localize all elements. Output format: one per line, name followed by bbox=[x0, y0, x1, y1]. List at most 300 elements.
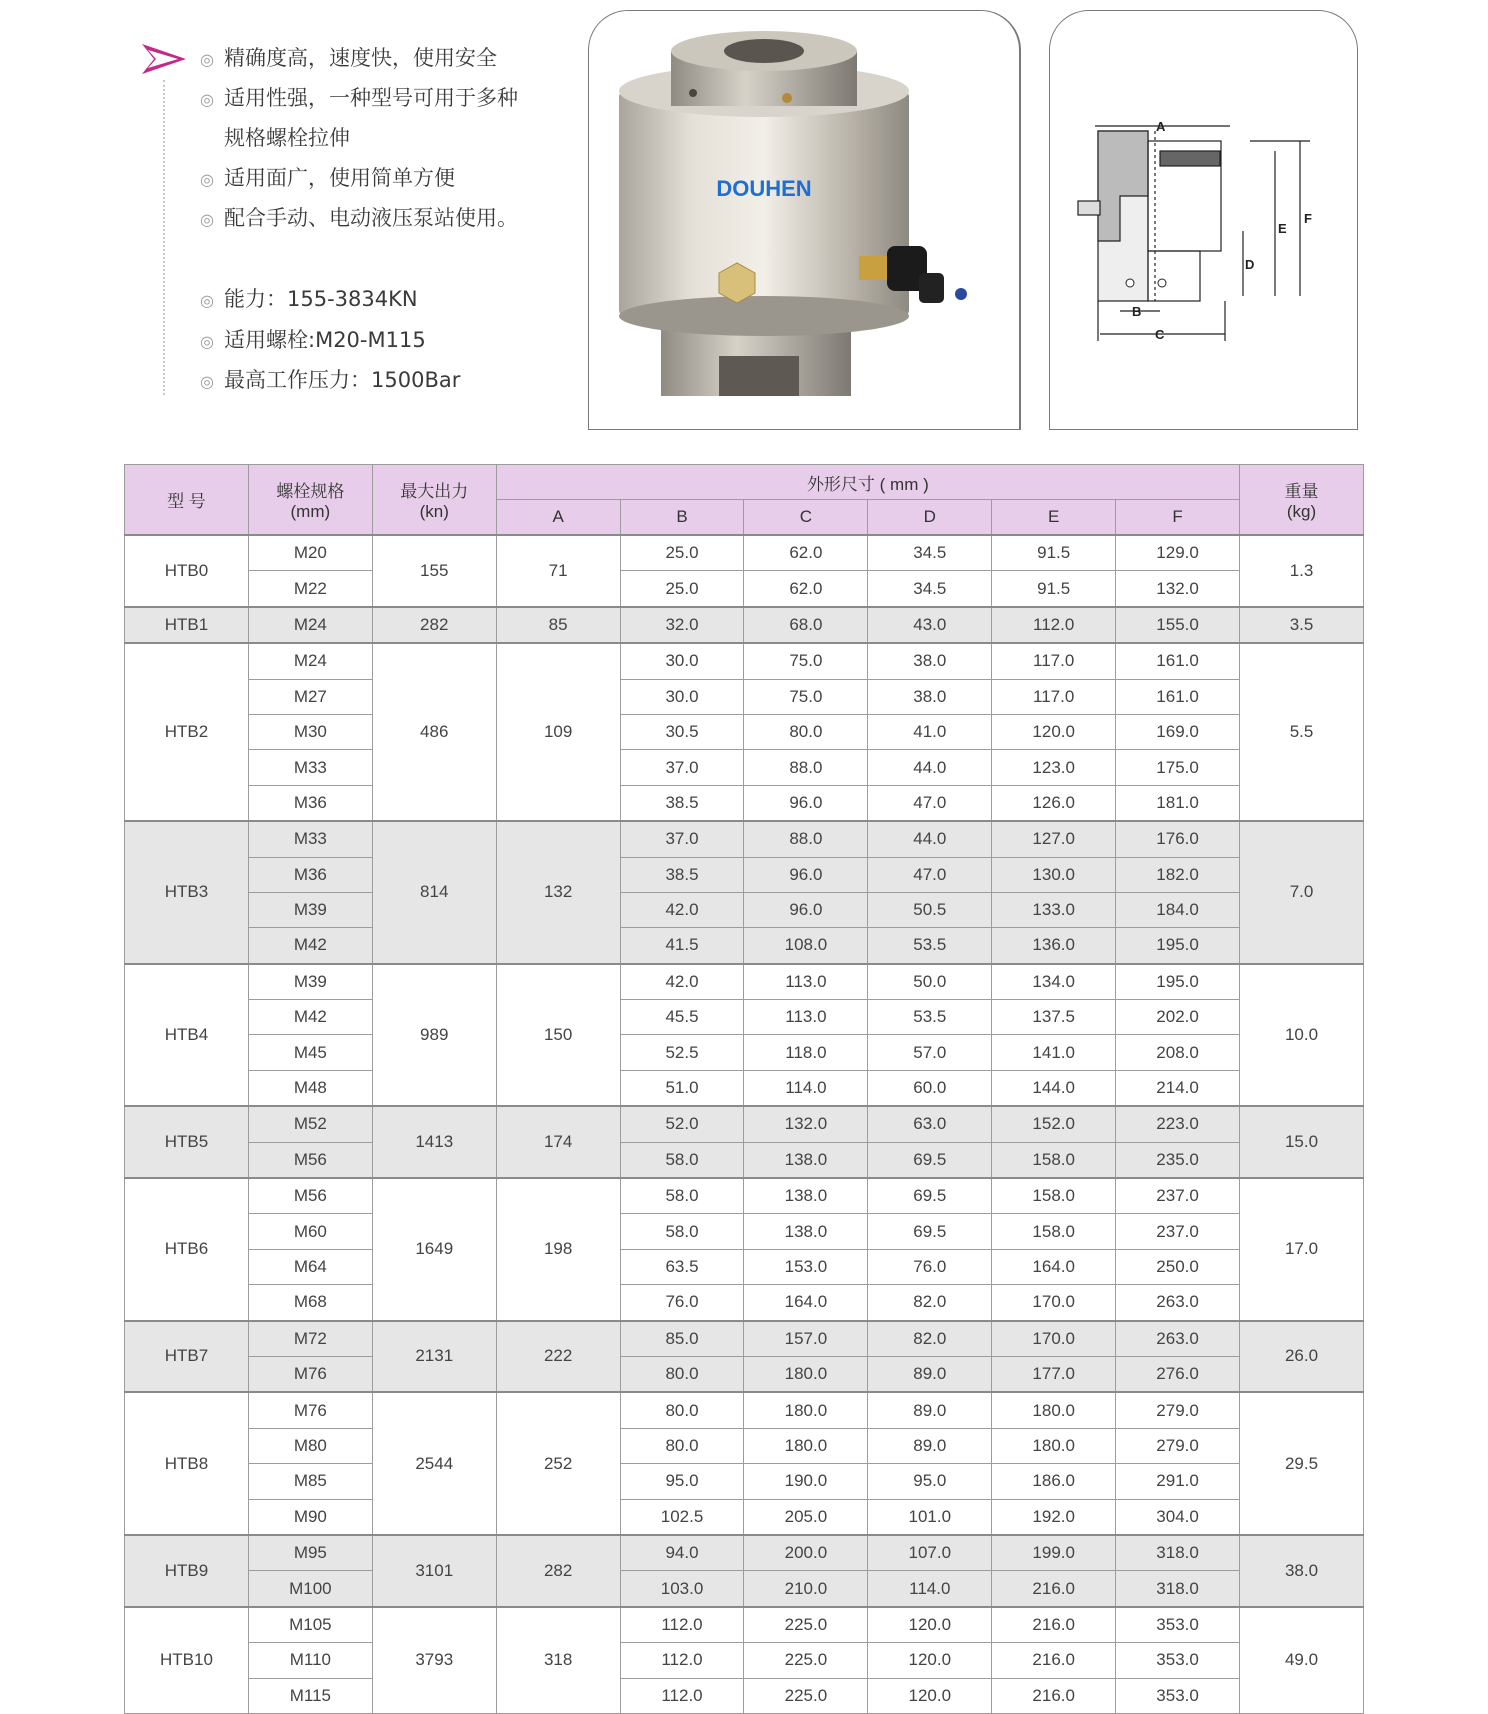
dim-cell: 250.0 bbox=[1116, 1249, 1240, 1284]
dim-cell: 181.0 bbox=[1116, 785, 1240, 821]
model-group bbox=[125, 535, 1364, 607]
bolt-size-cell: M115 bbox=[248, 1678, 372, 1713]
svg-text:D: D bbox=[1245, 257, 1255, 272]
dim-cell: 136.0 bbox=[992, 928, 1116, 964]
dim-cell: 34.5 bbox=[868, 571, 992, 607]
dim-cell: 47.0 bbox=[868, 785, 992, 821]
dim-a-cell: 150 bbox=[496, 964, 620, 1107]
model-cell: HTB4 bbox=[125, 964, 249, 1107]
dim-cell: 76.0 bbox=[620, 1285, 744, 1321]
model-group bbox=[125, 1178, 1364, 1321]
dim-cell: 177.0 bbox=[992, 1356, 1116, 1392]
dim-cell: 152.0 bbox=[992, 1106, 1116, 1142]
dim-cell: 279.0 bbox=[1116, 1392, 1240, 1428]
dim-cell: 180.0 bbox=[992, 1392, 1116, 1428]
bolt-size-cell: M33 bbox=[248, 750, 372, 785]
table-row bbox=[125, 1285, 1364, 1321]
dim-cell: 96.0 bbox=[744, 785, 868, 821]
dim-cell: 38.0 bbox=[868, 679, 992, 714]
dim-cell: 223.0 bbox=[1116, 1106, 1240, 1142]
dim-cell: 32.0 bbox=[620, 607, 744, 643]
weight-cell: 5.5 bbox=[1240, 643, 1364, 821]
dim-cell: 112.0 bbox=[992, 607, 1116, 643]
dim-cell: 75.0 bbox=[744, 679, 868, 714]
model-group bbox=[125, 821, 1364, 964]
table-row bbox=[125, 1607, 1364, 1643]
dim-cell: 107.0 bbox=[868, 1535, 992, 1571]
dim-cell: 132.0 bbox=[744, 1106, 868, 1142]
dim-cell: 153.0 bbox=[744, 1249, 868, 1284]
dim-cell: 89.0 bbox=[868, 1392, 992, 1428]
table-row bbox=[125, 1035, 1364, 1070]
bolt-size-cell: M72 bbox=[248, 1321, 372, 1357]
dim-cell: 117.0 bbox=[992, 643, 1116, 679]
dim-cell: 216.0 bbox=[992, 1643, 1116, 1678]
dim-cell: 353.0 bbox=[1116, 1678, 1240, 1713]
dim-cell: 180.0 bbox=[992, 1428, 1116, 1463]
header-dim-d: D bbox=[868, 500, 992, 536]
dim-cell: 45.5 bbox=[620, 1000, 744, 1035]
dim-cell: 112.0 bbox=[620, 1643, 744, 1678]
table-row bbox=[125, 964, 1364, 1000]
dim-a-cell: 71 bbox=[496, 535, 620, 607]
weight-cell: 15.0 bbox=[1240, 1106, 1364, 1178]
dim-cell: 180.0 bbox=[744, 1356, 868, 1392]
dim-cell: 225.0 bbox=[744, 1643, 868, 1678]
dim-cell: 120.0 bbox=[868, 1607, 992, 1643]
table-row bbox=[125, 1464, 1364, 1499]
dim-cell: 51.0 bbox=[620, 1070, 744, 1106]
dim-cell: 216.0 bbox=[992, 1678, 1116, 1713]
dim-cell: 176.0 bbox=[1116, 821, 1240, 857]
dim-cell: 43.0 bbox=[868, 607, 992, 643]
table-row bbox=[125, 821, 1364, 857]
weight-cell: 38.0 bbox=[1240, 1535, 1364, 1607]
dim-cell: 279.0 bbox=[1116, 1428, 1240, 1463]
max-force-cell: 282 bbox=[372, 607, 496, 643]
bolt-size-cell: M39 bbox=[248, 892, 372, 927]
header-dim-e: E bbox=[992, 500, 1116, 536]
dim-cell: 82.0 bbox=[868, 1321, 992, 1357]
dim-cell: 91.5 bbox=[992, 535, 1116, 571]
model-cell: HTB10 bbox=[125, 1607, 249, 1714]
bolt-size-cell: M90 bbox=[248, 1499, 372, 1535]
dim-cell: 38.5 bbox=[620, 785, 744, 821]
feature-item: ◎ 配合手动、电动液压泵站使用。 bbox=[200, 206, 518, 230]
dim-cell: 225.0 bbox=[744, 1678, 868, 1713]
dim-cell: 205.0 bbox=[744, 1499, 868, 1535]
feature-item: ◎ 精确度高，速度快，使用安全 bbox=[200, 46, 497, 70]
dim-cell: 225.0 bbox=[744, 1607, 868, 1643]
dim-a-cell: 85 bbox=[496, 607, 620, 643]
model-group bbox=[125, 1607, 1364, 1714]
max-force-cell: 1649 bbox=[372, 1178, 496, 1321]
bolt-size-cell: M100 bbox=[248, 1571, 372, 1607]
dim-cell: 190.0 bbox=[744, 1464, 868, 1499]
dim-a-cell: 109 bbox=[496, 643, 620, 821]
dim-cell: 30.0 bbox=[620, 643, 744, 679]
dim-cell: 63.5 bbox=[620, 1249, 744, 1284]
feature-item: ◎ 适用性强，一种型号可用于多种 bbox=[200, 86, 518, 110]
table-row bbox=[125, 643, 1364, 679]
dim-a-cell: 252 bbox=[496, 1392, 620, 1535]
table-row bbox=[125, 1535, 1364, 1571]
dim-cell: 170.0 bbox=[992, 1321, 1116, 1357]
svg-text:E: E bbox=[1278, 221, 1287, 236]
header-weight: 重量 (kg) bbox=[1240, 465, 1364, 536]
table-row bbox=[125, 535, 1364, 571]
table-row bbox=[125, 1070, 1364, 1106]
dim-cell: 113.0 bbox=[744, 1000, 868, 1035]
model-group bbox=[125, 643, 1364, 821]
model-cell: HTB7 bbox=[125, 1321, 249, 1393]
dim-cell: 114.0 bbox=[744, 1070, 868, 1106]
dim-cell: 30.0 bbox=[620, 679, 744, 714]
dim-cell: 304.0 bbox=[1116, 1499, 1240, 1535]
dim-cell: 80.0 bbox=[620, 1428, 744, 1463]
dim-cell: 69.5 bbox=[868, 1142, 992, 1178]
max-force-cell: 2131 bbox=[372, 1321, 496, 1393]
dim-cell: 41.5 bbox=[620, 928, 744, 964]
spec-item: ◎ 最高工作压力：1500Bar bbox=[200, 368, 461, 392]
dim-cell: 216.0 bbox=[992, 1607, 1116, 1643]
dim-cell: 101.0 bbox=[868, 1499, 992, 1535]
dim-cell: 76.0 bbox=[868, 1249, 992, 1284]
dim-cell: 353.0 bbox=[1116, 1643, 1240, 1678]
table-row bbox=[125, 857, 1364, 892]
dim-cell: 195.0 bbox=[1116, 928, 1240, 964]
max-force-cell: 814 bbox=[372, 821, 496, 964]
table-row bbox=[125, 1356, 1364, 1392]
feature-item-continued: 规格螺栓拉伸 bbox=[224, 126, 350, 150]
table-row bbox=[125, 607, 1364, 643]
dim-cell: 276.0 bbox=[1116, 1356, 1240, 1392]
dim-a-cell: 132 bbox=[496, 821, 620, 964]
weight-cell: 10.0 bbox=[1240, 964, 1364, 1107]
max-force-cell: 486 bbox=[372, 643, 496, 821]
model-cell: HTB0 bbox=[125, 535, 249, 607]
dim-cell: 235.0 bbox=[1116, 1142, 1240, 1178]
table-row bbox=[125, 892, 1364, 927]
weight-cell: 3.5 bbox=[1240, 607, 1364, 643]
table-row bbox=[125, 785, 1364, 821]
dim-cell: 138.0 bbox=[744, 1214, 868, 1249]
dim-cell: 69.5 bbox=[868, 1214, 992, 1249]
dim-cell: 57.0 bbox=[868, 1035, 992, 1070]
dim-cell: 157.0 bbox=[744, 1321, 868, 1357]
table-row bbox=[125, 1571, 1364, 1607]
table-row bbox=[125, 1000, 1364, 1035]
bolt-size-cell: M105 bbox=[248, 1607, 372, 1643]
dim-cell: 186.0 bbox=[992, 1464, 1116, 1499]
dim-cell: 291.0 bbox=[1116, 1464, 1240, 1499]
weight-cell: 29.5 bbox=[1240, 1392, 1364, 1535]
dim-cell: 137.5 bbox=[992, 1000, 1116, 1035]
dim-cell: 127.0 bbox=[992, 821, 1116, 857]
dim-cell: 117.0 bbox=[992, 679, 1116, 714]
bolt-size-cell: M24 bbox=[248, 607, 372, 643]
dim-cell: 158.0 bbox=[992, 1214, 1116, 1249]
bolt-size-cell: M60 bbox=[248, 1214, 372, 1249]
dim-cell: 164.0 bbox=[744, 1285, 868, 1321]
dim-cell: 132.0 bbox=[1116, 571, 1240, 607]
spec-table bbox=[124, 464, 1364, 1714]
max-force-cell: 3101 bbox=[372, 1535, 496, 1607]
dim-cell: 96.0 bbox=[744, 857, 868, 892]
dim-cell: 37.0 bbox=[620, 750, 744, 785]
dim-cell: 38.5 bbox=[620, 857, 744, 892]
bolt-size-cell: M24 bbox=[248, 643, 372, 679]
dim-cell: 108.0 bbox=[744, 928, 868, 964]
bolt-size-cell: M85 bbox=[248, 1464, 372, 1499]
dim-a-cell: 318 bbox=[496, 1607, 620, 1714]
dim-cell: 161.0 bbox=[1116, 679, 1240, 714]
dim-cell: 50.0 bbox=[868, 964, 992, 1000]
dim-cell: 88.0 bbox=[744, 821, 868, 857]
dim-cell: 199.0 bbox=[992, 1535, 1116, 1571]
bolt-size-cell: M48 bbox=[248, 1070, 372, 1106]
dim-cell: 216.0 bbox=[992, 1571, 1116, 1607]
model-group bbox=[125, 607, 1364, 643]
dim-cell: 82.0 bbox=[868, 1285, 992, 1321]
dim-cell: 44.0 bbox=[868, 821, 992, 857]
header-dim-f: F bbox=[1116, 500, 1240, 536]
bolt-size-cell: M76 bbox=[248, 1392, 372, 1428]
dim-cell: 130.0 bbox=[992, 857, 1116, 892]
dim-cell: 164.0 bbox=[992, 1249, 1116, 1284]
table-row bbox=[125, 1249, 1364, 1284]
dim-cell: 195.0 bbox=[1116, 964, 1240, 1000]
model-cell: HTB1 bbox=[125, 607, 249, 643]
dim-cell: 158.0 bbox=[992, 1178, 1116, 1214]
dim-cell: 95.0 bbox=[868, 1464, 992, 1499]
dim-cell: 58.0 bbox=[620, 1214, 744, 1249]
max-force-cell: 989 bbox=[372, 964, 496, 1107]
dim-cell: 180.0 bbox=[744, 1392, 868, 1428]
table-row bbox=[125, 1214, 1364, 1249]
dim-cell: 94.0 bbox=[620, 1535, 744, 1571]
dim-cell: 263.0 bbox=[1116, 1321, 1240, 1357]
dim-cell: 75.0 bbox=[744, 643, 868, 679]
dim-cell: 58.0 bbox=[620, 1142, 744, 1178]
dim-cell: 53.5 bbox=[868, 1000, 992, 1035]
model-group bbox=[125, 1392, 1364, 1535]
model-group bbox=[125, 964, 1364, 1107]
bolt-size-cell: M20 bbox=[248, 535, 372, 571]
bolt-size-cell: M39 bbox=[248, 964, 372, 1000]
bolt-size-cell: M76 bbox=[248, 1356, 372, 1392]
dim-cell: 120.0 bbox=[992, 714, 1116, 749]
svg-text:B: B bbox=[1132, 304, 1142, 319]
dim-a-cell: 282 bbox=[496, 1535, 620, 1607]
model-cell: HTB9 bbox=[125, 1535, 249, 1607]
dim-cell: 91.5 bbox=[992, 571, 1116, 607]
table-row bbox=[125, 1678, 1364, 1713]
dim-cell: 96.0 bbox=[744, 892, 868, 927]
product-photo bbox=[588, 10, 1021, 430]
table-row bbox=[125, 1142, 1364, 1178]
dim-cell: 184.0 bbox=[1116, 892, 1240, 927]
dim-cell: 182.0 bbox=[1116, 857, 1240, 892]
bolt-size-cell: M64 bbox=[248, 1249, 372, 1284]
bolt-size-cell: M27 bbox=[248, 679, 372, 714]
dim-cell: 138.0 bbox=[744, 1142, 868, 1178]
dim-cell: 133.0 bbox=[992, 892, 1116, 927]
header-model: 型 号 bbox=[125, 465, 249, 536]
dim-cell: 53.5 bbox=[868, 928, 992, 964]
dim-cell: 123.0 bbox=[992, 750, 1116, 785]
table-row bbox=[125, 1428, 1364, 1463]
model-cell: HTB2 bbox=[125, 643, 249, 821]
dim-cell: 85.0 bbox=[620, 1321, 744, 1357]
bolt-size-cell: M33 bbox=[248, 821, 372, 857]
dim-cell: 200.0 bbox=[744, 1535, 868, 1571]
dim-cell: 112.0 bbox=[620, 1678, 744, 1713]
feature-item: ◎ 适用面广，使用简单方便 bbox=[200, 166, 455, 190]
dim-cell: 44.0 bbox=[868, 750, 992, 785]
dim-cell: 237.0 bbox=[1116, 1178, 1240, 1214]
bolt-size-cell: M68 bbox=[248, 1285, 372, 1321]
spec-item: ◎ 适用螺栓:M20-M115 bbox=[200, 328, 426, 352]
dim-cell: 353.0 bbox=[1116, 1607, 1240, 1643]
dim-a-cell: 198 bbox=[496, 1178, 620, 1321]
dim-cell: 138.0 bbox=[744, 1178, 868, 1214]
header-bolt-size: 螺栓规格 (mm) bbox=[248, 465, 372, 536]
weight-cell: 7.0 bbox=[1240, 821, 1364, 964]
max-force-cell: 155 bbox=[372, 535, 496, 607]
max-force-cell: 2544 bbox=[372, 1392, 496, 1535]
table-row bbox=[125, 571, 1364, 607]
svg-text:A: A bbox=[1156, 119, 1166, 134]
dim-cell: 52.5 bbox=[620, 1035, 744, 1070]
weight-cell: 1.3 bbox=[1240, 535, 1364, 607]
table-row bbox=[125, 679, 1364, 714]
table-row bbox=[125, 714, 1364, 749]
dim-cell: 30.5 bbox=[620, 714, 744, 749]
bolt-size-cell: M36 bbox=[248, 857, 372, 892]
bolt-size-cell: M42 bbox=[248, 928, 372, 964]
dim-cell: 112.0 bbox=[620, 1607, 744, 1643]
table-row bbox=[125, 1321, 1364, 1357]
weight-cell: 26.0 bbox=[1240, 1321, 1364, 1393]
dim-cell: 161.0 bbox=[1116, 643, 1240, 679]
arrow-icon bbox=[140, 42, 188, 76]
dim-cell: 318.0 bbox=[1116, 1535, 1240, 1571]
dim-cell: 202.0 bbox=[1116, 1000, 1240, 1035]
weight-cell: 17.0 bbox=[1240, 1178, 1364, 1321]
bolt-size-cell: M80 bbox=[248, 1428, 372, 1463]
dim-cell: 95.0 bbox=[620, 1464, 744, 1499]
bolt-size-cell: M22 bbox=[248, 571, 372, 607]
dim-cell: 41.0 bbox=[868, 714, 992, 749]
dim-cell: 210.0 bbox=[744, 1571, 868, 1607]
dim-cell: 63.0 bbox=[868, 1106, 992, 1142]
dim-cell: 214.0 bbox=[1116, 1070, 1240, 1106]
dim-cell: 120.0 bbox=[868, 1643, 992, 1678]
header-dim-a: A bbox=[496, 500, 620, 536]
dim-cell: 192.0 bbox=[992, 1499, 1116, 1535]
dim-cell: 60.0 bbox=[868, 1070, 992, 1106]
bolt-size-cell: M95 bbox=[248, 1535, 372, 1571]
table-row bbox=[125, 750, 1364, 785]
dim-cell: 126.0 bbox=[992, 785, 1116, 821]
dim-cell: 158.0 bbox=[992, 1142, 1116, 1178]
model-group bbox=[125, 1535, 1364, 1607]
dim-cell: 129.0 bbox=[1116, 535, 1240, 571]
bolt-size-cell: M36 bbox=[248, 785, 372, 821]
model-cell: HTB8 bbox=[125, 1392, 249, 1535]
dim-cell: 58.0 bbox=[620, 1178, 744, 1214]
table-row bbox=[125, 1106, 1364, 1142]
dim-cell: 25.0 bbox=[620, 535, 744, 571]
header-max-force: 最大出力 (kn) bbox=[372, 465, 496, 536]
table-row bbox=[125, 1392, 1364, 1428]
header-dim-b: B bbox=[620, 500, 744, 536]
svg-text:C: C bbox=[1155, 327, 1165, 342]
model-cell: HTB6 bbox=[125, 1178, 249, 1321]
dim-cell: 52.0 bbox=[620, 1106, 744, 1142]
dim-cell: 38.0 bbox=[868, 643, 992, 679]
dimension-diagram bbox=[1049, 10, 1358, 430]
dim-cell: 68.0 bbox=[744, 607, 868, 643]
model-cell: HTB5 bbox=[125, 1106, 249, 1178]
dim-cell: 169.0 bbox=[1116, 714, 1240, 749]
table-row bbox=[125, 928, 1364, 964]
dim-cell: 180.0 bbox=[744, 1428, 868, 1463]
dim-cell: 141.0 bbox=[992, 1035, 1116, 1070]
svg-text:DOUHEN: DOUHEN bbox=[716, 176, 812, 201]
bolt-size-cell: M56 bbox=[248, 1178, 372, 1214]
dim-cell: 175.0 bbox=[1116, 750, 1240, 785]
dim-cell: 25.0 bbox=[620, 571, 744, 607]
dim-a-cell: 174 bbox=[496, 1106, 620, 1178]
header-dim-c: C bbox=[744, 500, 868, 536]
table-row bbox=[125, 1499, 1364, 1535]
dim-cell: 134.0 bbox=[992, 964, 1116, 1000]
model-group bbox=[125, 1321, 1364, 1393]
dim-cell: 263.0 bbox=[1116, 1285, 1240, 1321]
model-cell: HTB3 bbox=[125, 821, 249, 964]
dim-cell: 170.0 bbox=[992, 1285, 1116, 1321]
dim-cell: 50.5 bbox=[868, 892, 992, 927]
dim-cell: 114.0 bbox=[868, 1571, 992, 1607]
dim-cell: 120.0 bbox=[868, 1678, 992, 1713]
dim-cell: 34.5 bbox=[868, 535, 992, 571]
dotted-divider bbox=[163, 80, 165, 395]
dim-a-cell: 222 bbox=[496, 1321, 620, 1393]
dim-cell: 89.0 bbox=[868, 1356, 992, 1392]
dim-cell: 318.0 bbox=[1116, 1571, 1240, 1607]
dim-cell: 118.0 bbox=[744, 1035, 868, 1070]
table-row bbox=[125, 1643, 1364, 1678]
dim-cell: 80.0 bbox=[620, 1356, 744, 1392]
max-force-cell: 3793 bbox=[372, 1607, 496, 1714]
dim-cell: 47.0 bbox=[868, 857, 992, 892]
dim-cell: 102.5 bbox=[620, 1499, 744, 1535]
dim-cell: 88.0 bbox=[744, 750, 868, 785]
bolt-size-cell: M30 bbox=[248, 714, 372, 749]
bolt-size-cell: M110 bbox=[248, 1643, 372, 1678]
dim-cell: 42.0 bbox=[620, 892, 744, 927]
dim-cell: 237.0 bbox=[1116, 1214, 1240, 1249]
table-row bbox=[125, 1178, 1364, 1214]
bolt-size-cell: M56 bbox=[248, 1142, 372, 1178]
bolt-size-cell: M45 bbox=[248, 1035, 372, 1070]
dim-cell: 103.0 bbox=[620, 1571, 744, 1607]
dim-cell: 80.0 bbox=[744, 714, 868, 749]
dim-cell: 62.0 bbox=[744, 571, 868, 607]
dim-cell: 80.0 bbox=[620, 1392, 744, 1428]
